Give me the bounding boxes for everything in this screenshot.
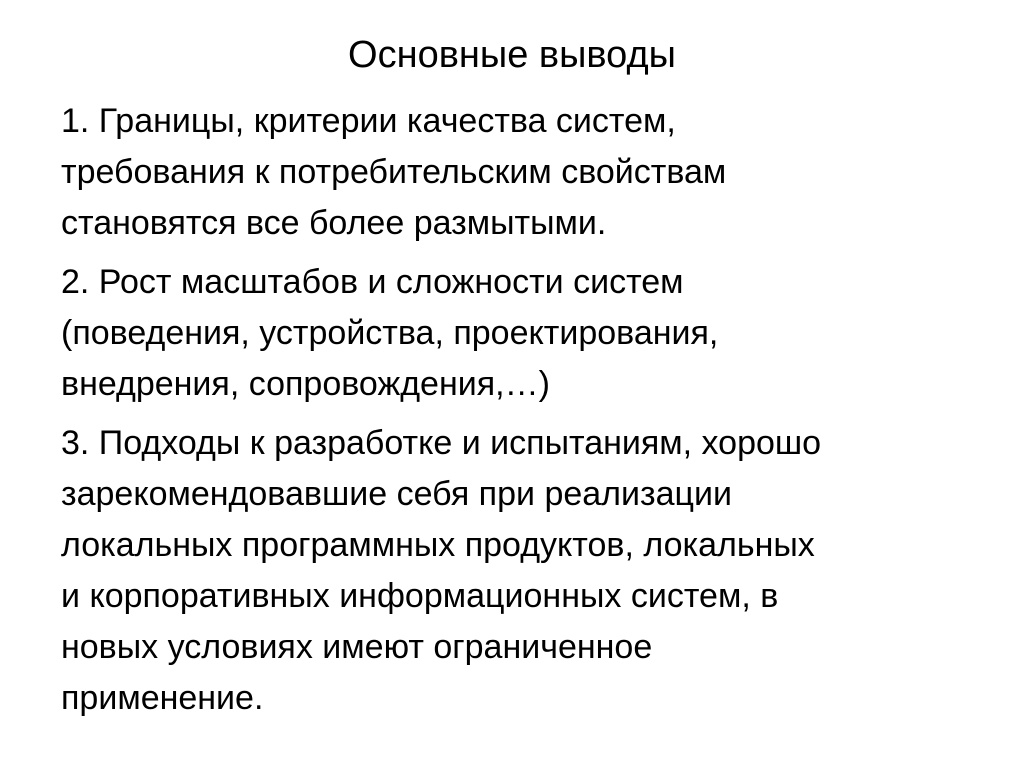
- slide-title: Основные выводы: [348, 34, 676, 76]
- conclusion-3-line-6: применение.: [61, 679, 264, 717]
- conclusion-2-line-2: (поведения, устройства, проектирования,: [61, 314, 719, 352]
- conclusion-3-line-3: локальных программных продуктов, локальных: [61, 526, 815, 564]
- conclusion-1-line-1: 1. Границы, критерии качества систем,: [61, 102, 676, 140]
- conclusion-3-line-5: новых условиях имеют ограниченное: [61, 628, 653, 666]
- conclusion-3-line-2: зарекомендовавшие себя при реализации: [61, 475, 732, 513]
- conclusion-1-line-2: требования к потребительским свойствам: [61, 153, 727, 191]
- conclusion-item-3: [61, 418, 981, 724]
- conclusion-item-2: [61, 257, 981, 410]
- conclusions-list: [61, 96, 981, 732]
- conclusion-item-1: [61, 96, 981, 249]
- conclusion-3-line-1: 3. Подходы к разработке и испытаниям, хорошо: [61, 424, 822, 462]
- conclusion-2-line-3: внедрения, сопровождения,…): [61, 365, 550, 403]
- conclusion-1-line-3: становятся все более размытыми.: [61, 204, 607, 242]
- conclusion-3-line-4: и корпоративных информационных систем, в: [61, 577, 779, 615]
- conclusion-2-line-1: 2. Рост масштабов и сложности систем: [61, 263, 684, 301]
